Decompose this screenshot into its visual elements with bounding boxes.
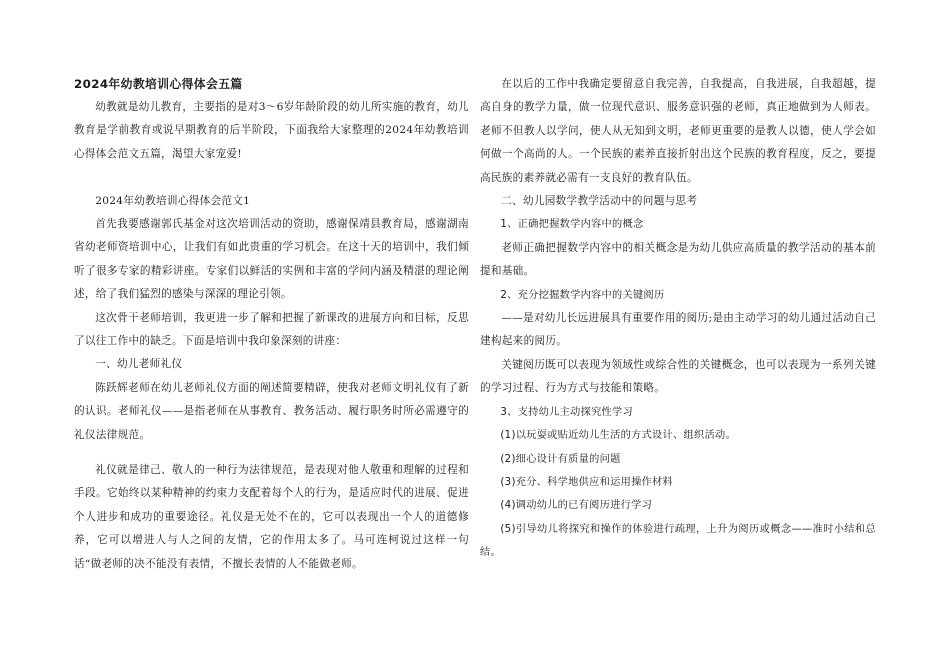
list-item: (2)细心设计有质量的问题	[500, 453, 621, 465]
list-item: (3)充分、科学地供应和运用操作材料	[500, 476, 674, 488]
section-heading: 二、幼儿园数学教学活动中的问题与思考	[501, 195, 698, 208]
body-paragraph: 老师正确把握数学内容中的相关概念是为幼儿供应高质量的教学活动的基本前提和基础。	[480, 241, 876, 278]
body-paragraph: 这次骨干老师培训，我更进一步了解和把握了新课改的进展方向和目标，反思了以往工作中的缺乏。下面是培训中我印象深刻的讲座：	[74, 311, 469, 348]
subsection-heading: 一、幼儿老师礼仪	[95, 358, 183, 371]
list-item: (5)引导幼儿将探究和操作的体验进行疏理，上升为阅历或概念——准时小结和总结。	[480, 523, 876, 559]
body-paragraph: 关键阅历既可以表现为领域性或综合性的关键概念，也可以表现为一系列关键的学习过程、行为方式与技能和策略。	[480, 358, 876, 395]
subheading: 2、充分挖掘数学内容中的关键阅历	[500, 289, 665, 301]
body-paragraph: 首先我要感谢郭氏基金对这次培训活动的资助，感谢保靖县教育局，感谢湖南省幼老师资培训中心，让我们有如此贵重的学习机会。在这十天的培训中，我们倾听了很多专家的精彩讲座。专家们以鲜活的实例和丰富的学问内涵及精湛的理论阐述，给了我们猛烈的感染与深深的理论引领。	[74, 218, 469, 301]
intro-paragraph: 幼教就是幼儿教育，主要指的是对3～6岁年龄阶段的幼儿所实施的教育，幼儿教育是学前教育或说早期教育的后半阶段，下面我给大家整理的2024年幼教培训心得体会范文五篇，渴望大家宠爱!	[74, 101, 469, 160]
spacer	[74, 166, 469, 189]
document-title: 2024年幼教培训心得体会五篇	[74, 77, 243, 91]
list-item: (1)以玩耍或贴近幼儿生活的方式设计、组织活动。	[500, 430, 736, 442]
body-paragraph: 在以后的工作中我确定要留意自我完善，自我提高，自我进展，自我超越，提高自身的教学力量，做一位现代意识、服务意识强的老师，真正地做到为人师表。老师不但教人以学问，使人从无知到文明，老师更重要的是教人以德，使人学会如何做一个高尚的人。一个民族的素养直接折射出这个民族的教育程度，反之，要提高民族的素养就必需有一支良好的教育队伍。	[480, 78, 876, 184]
body-paragraph: 陈跃辉老师在幼儿老师礼仪方面的阐述简要精辟，使我对老师文明礼仪有了新的认识。老师礼仪——是指老师在从事教育、教务活动、履行职务时所必需遵守的礼仪法律规范。	[74, 381, 469, 441]
section-heading: 2024年幼教培训心得体会范文1	[95, 194, 251, 207]
subheading: 3、支持幼儿主动探究性学习	[500, 406, 634, 418]
subheading: 1、正确把握数学内容中的概念	[500, 219, 644, 231]
body-paragraph: 礼仪就是律己、敬人的一种行为法律规范，是表现对他人敬重和理解的过程和手段。它始终以某种精神的约束力支配着每个人的行为，是适应时代的进展、促进个人进步和成功的重要途径。礼仪是无处不在的，它可以表现出一个人的道德修养，它可以增进人与人之间的友情，它的作用太多了。马可连柯说过这样一句话“做老师的决不能没有表情，不擅长表情的人不能做老师。	[74, 464, 469, 570]
left-column	[74, 73, 469, 576]
body-paragraph: ——是对幼儿长远进展具有重要作用的阅历;是由主动学习的幼儿通过活动自己建构起来的阅历。	[480, 312, 876, 348]
spacer	[74, 447, 469, 459]
list-item: (4)调动幼儿的已有阅历进行学习	[500, 500, 653, 512]
right-column	[480, 73, 876, 565]
